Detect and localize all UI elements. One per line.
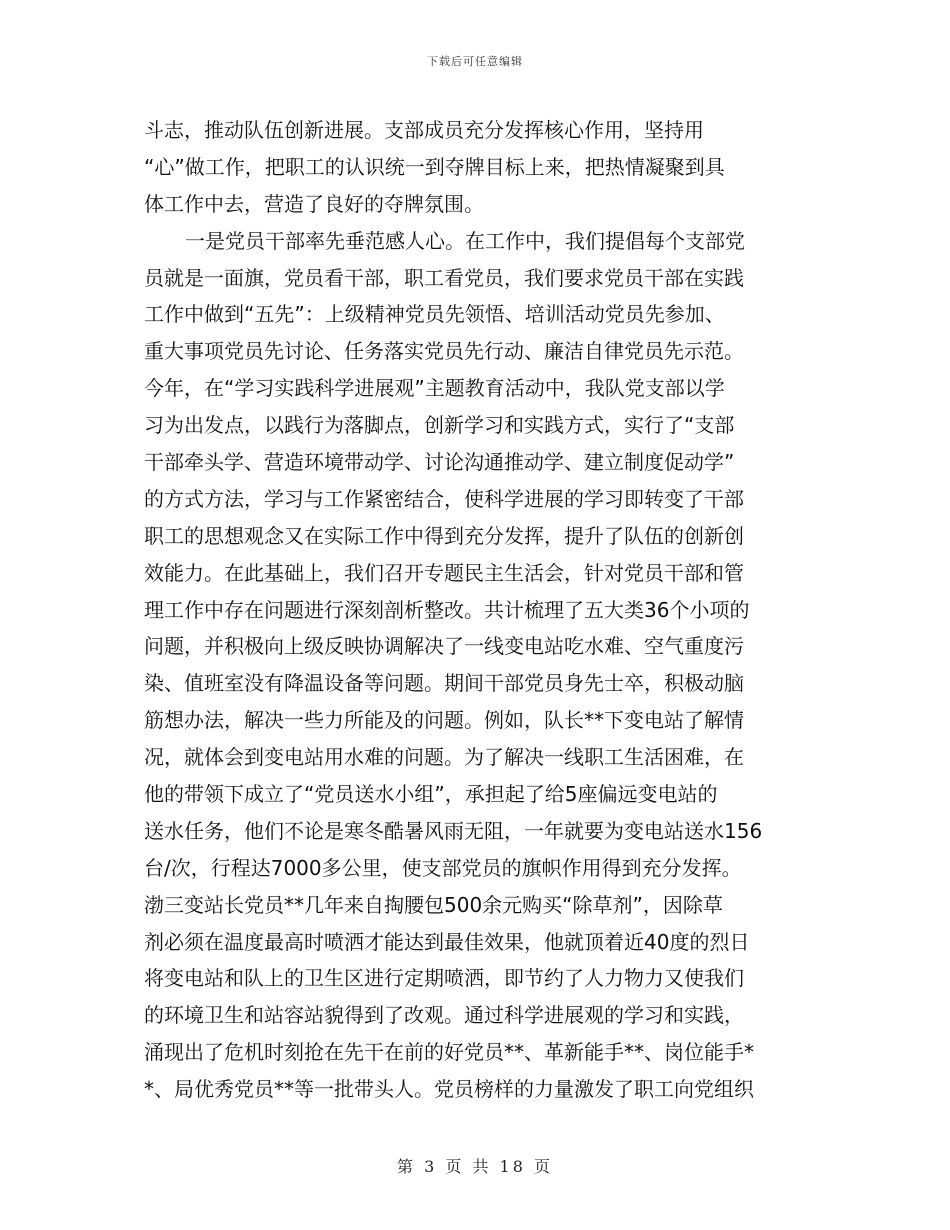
text-line: 涌现出了危机时刻抢在先干在前的好党员**、革新能手**、岗位能手* — [144, 1040, 754, 1065]
text-line: 工作中做到“五先”：上级精神党员先领悟、培训活动党员先参加、 — [144, 302, 725, 327]
text-line: 理工作中存在问题进行深刻剖析整改。共计梳理了五大类36个小项的 — [144, 597, 750, 622]
text-line: 染、值班室没有降温设备等问题。期间干部党员身先士卒，积极动脑 — [144, 671, 744, 696]
text-line: 渤三变站长党员**几年来自掏腰包500余元购买“除草剂”，因除草 — [144, 892, 723, 917]
text-line: 一是党员干部率先垂范感人心。在工作中，我们提倡每个支部党 — [185, 228, 745, 253]
text-line: 筋想办法，解决一些力所能及的问题。例如，队长**下变电站了解情 — [144, 708, 744, 733]
text-line: 体工作中去，营造了良好的夺牌氛围。 — [144, 191, 484, 216]
text-line: 职工的思想观念又在实际工作中得到充分发挥，提升了队伍的创新创 — [144, 523, 744, 548]
text-line: 员就是一面旗，党员看干部，职工看党员，我们要求党员干部在实践 — [144, 265, 744, 290]
text-line: 将变电站和队上的卫生区进行定期喷洒，即节约了人力物力又使我们 — [144, 966, 744, 991]
text-line: 重大事项党员先讨论、任务落实党员先行动、廉洁自律党员先示范。 — [144, 339, 744, 364]
text-line: 干部牵头学、营造环境带动学、讨论沟通推动学、建立制度促动学” — [144, 450, 735, 475]
text-line: 效能力。在此基础上，我们召开专题民主生活会，针对党员干部和管 — [144, 560, 744, 585]
text-line: “心”做工作，把职工的认识统一到夺牌目标上来，把热情凝聚到具 — [144, 154, 725, 179]
text-line: 的方式方法，学习与工作紧密结合，使科学进展的学习即转变了干部 — [144, 486, 744, 511]
text-line: *、局优秀党员**等一批带头人。党员榜样的力量激发了职工向党组织 — [144, 1077, 754, 1102]
text-line: 今年，在“学习实践科学进展观”主题教育活动中，我队党支部以学 — [144, 376, 725, 401]
text-line: 台/次，行程达7000多公里，使支部党员的旗帜作用得到充分发挥。 — [144, 855, 742, 880]
text-line: 况，就体会到变电站用水难的问题。为了解决一线职工生活困难，在 — [144, 745, 744, 770]
text-line: 问题，并积极向上级反映协调解决了一线变电站吃水难、空气重度污 — [144, 634, 744, 659]
document-body — [144, 112, 804, 1108]
text-line: 他的带领下成立了“党员送水小组”，承担起了给5座偏远变电站的 — [144, 782, 718, 807]
text-line: 剂必须在温度最高时喷洒才能达到最佳效果，他就顶着近40度的烈日 — [144, 929, 750, 954]
text-line: 送水任务，他们不论是寒冬酷暑风雨无阻，一年就要为变电站送水156 — [144, 818, 763, 843]
page-number-footer: 第 3 页 共 18 页 — [397, 1157, 553, 1176]
text-line: 的环境卫生和站容站貌得到了改观。通过科学进展观的学习和实践， — [144, 1003, 744, 1028]
page-header: 下载后可任意编辑 — [427, 55, 523, 68]
text-line: 习为出发点，以践行为落脚点，创新学习和实践方式，实行了“支部 — [144, 413, 735, 438]
text-line: 斗志，推动队伍创新进展。支部成员充分发挥核心作用，坚持用 — [144, 118, 704, 142]
